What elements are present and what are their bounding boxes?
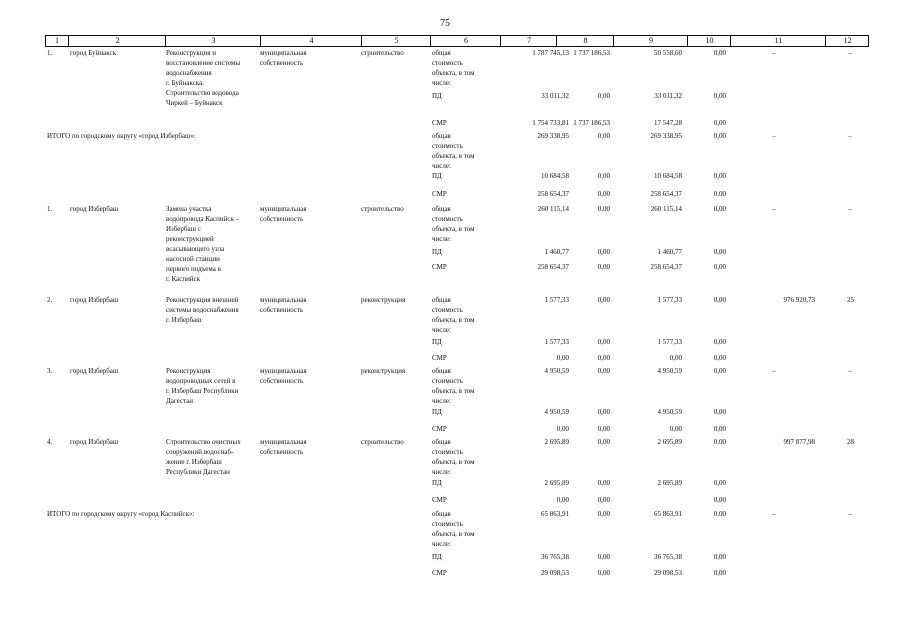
ownership: муниципальная собственность: [260, 49, 307, 67]
column-header-2: 2: [68, 36, 166, 46]
value-col8: 0,00: [597, 132, 610, 140]
value-col9: 4 950,59: [657, 367, 682, 375]
smr-col10: 0,00: [713, 354, 726, 362]
row-number: 4.: [47, 438, 53, 446]
total-label: ИТОГО по городскому округу «город Избербаш»:: [47, 132, 196, 140]
pd-col7: 1 577,33: [544, 338, 569, 346]
cost-label: общая стоимость объекта, в том числе:: [432, 367, 475, 405]
value-col8: 0,00: [597, 367, 610, 375]
ownership: муниципальная собственность: [260, 205, 307, 223]
pd-col8: 0,00: [597, 553, 610, 561]
smr-col8: 0,00: [597, 354, 610, 362]
value-col9: 269 338,95: [650, 132, 682, 140]
smr-label: СМР: [432, 569, 447, 577]
value-col12: –: [848, 510, 852, 518]
ownership: муниципальная собственность: [260, 367, 307, 385]
value-col10: 0,00: [713, 49, 726, 57]
work-type: строительство: [361, 205, 404, 213]
smr-col8: 0,00: [597, 263, 610, 271]
pd-col10: 0,00: [713, 248, 726, 256]
pd-col7: 1 460,77: [544, 248, 569, 256]
value-col10: 0,00: [713, 205, 726, 213]
value-col7: 1 787 745,13: [532, 49, 569, 57]
row-number: 2.: [47, 296, 53, 304]
pd-col8: 0,00: [597, 248, 610, 256]
pd-label: ПД: [432, 479, 442, 487]
value-col11: –: [772, 49, 776, 57]
value-col10: 0,00: [713, 132, 726, 140]
value-col11: –: [772, 367, 776, 375]
smr-label: СМР: [432, 425, 447, 433]
pd-col9: 10 684,58: [654, 172, 682, 180]
pd-col10: 0,00: [713, 172, 726, 180]
smr-col9: 258 654,37: [650, 263, 682, 271]
pd-label: ПД: [432, 553, 442, 561]
value-col10: 0,00: [713, 510, 726, 518]
value-col7: 4 950,59: [544, 367, 569, 375]
smr-col10: 0,00: [713, 263, 726, 271]
row-number: 1.: [47, 49, 53, 57]
cost-label: общая стоимость объекта, в том числе:: [432, 296, 475, 334]
smr-col7: 258 654,37: [537, 190, 569, 198]
column-header-4: 4: [260, 36, 362, 46]
value-col8: 1 737 186,53: [573, 49, 610, 57]
smr-col10: 0,00: [713, 569, 726, 577]
pd-col7: 33 011,32: [541, 92, 569, 100]
smr-label: СМР: [432, 354, 447, 362]
city-name: город Избербаш: [70, 367, 119, 375]
pd-col10: 0,00: [713, 479, 726, 487]
smr-label: СМР: [432, 119, 447, 127]
value-col8: 0,00: [597, 510, 610, 518]
row-number: 3.: [47, 367, 53, 375]
object-name: Замена участка водопровода Каспийск – Избербаш с реконструкцией всасывающего узла насосной станции первого подъема в г. Каспийск: [166, 205, 240, 283]
object-name: Реконструкция внешней системы водоснабжения г. Избербаш: [166, 296, 239, 324]
city-name: город Избербаш: [70, 296, 119, 304]
pd-col8: 0,00: [597, 92, 610, 100]
value-col11: –: [772, 132, 776, 140]
value-col12: –: [848, 49, 852, 57]
pd-col9: 1 460,77: [657, 248, 682, 256]
smr-col9: 0,00: [669, 354, 682, 362]
column-header-10: 10: [687, 36, 731, 46]
smr-col10: 0,00: [713, 190, 726, 198]
value-col12: –: [848, 367, 852, 375]
cost-label: общая стоимость объекта, в том числе:: [432, 49, 475, 87]
page-number: 75: [440, 18, 450, 29]
smr-col7: 0,00: [556, 354, 569, 362]
value-col7: 269 338,95: [537, 132, 569, 140]
work-type: строительство: [361, 49, 404, 57]
value-col12: –: [848, 132, 852, 140]
value-col9: 2 695,89: [657, 438, 682, 446]
column-header-6: 6: [430, 36, 501, 46]
cost-label: общая стоимость объекта, в том числе:: [432, 510, 475, 548]
pd-col7: 10 684,58: [541, 172, 569, 180]
row-number: 1.: [47, 205, 53, 213]
value-col12: –: [848, 205, 852, 213]
object-name: Строительство очистных сооружений водоснаб- жение г. Избербаш Республики Дагестан: [166, 438, 241, 476]
value-col7: 1 577,33: [544, 296, 569, 304]
column-header-8: 8: [556, 36, 614, 46]
smr-col7: 258 654,37: [537, 263, 569, 271]
ownership: муниципальная собственность: [260, 296, 307, 314]
total-label: ИТОГО по городскому округу «город Каспийск»:: [47, 510, 195, 518]
pd-col8: 0,00: [597, 338, 610, 346]
column-header-3: 3: [165, 36, 261, 46]
column-header-5: 5: [361, 36, 431, 46]
smr-label: СМР: [432, 263, 447, 271]
value-col9: 50 558,60: [654, 49, 682, 57]
smr-col9: 29 098,53: [654, 569, 682, 577]
work-type: реконструкция: [361, 296, 406, 304]
pd-col10: 0,00: [713, 338, 726, 346]
smr-col9: 17 547,28: [654, 119, 682, 127]
ownership: муниципальная собственность: [260, 438, 307, 456]
pd-col8: 0,00: [597, 172, 610, 180]
column-header-7: 7: [500, 36, 557, 46]
value-col12: 28: [847, 438, 854, 446]
smr-col8: 0,00: [597, 190, 610, 198]
value-col11: 997 877,98: [783, 438, 815, 446]
smr-col8: 0,00: [597, 425, 610, 433]
smr-label: СМР: [432, 190, 447, 198]
pd-label: ПД: [432, 408, 442, 416]
value-col8: 0,00: [597, 438, 610, 446]
city-name: город Избербаш: [70, 438, 119, 446]
pd-col10: 0,00: [713, 408, 726, 416]
value-col8: 0,00: [597, 296, 610, 304]
pd-col9: 33 011,32: [654, 92, 682, 100]
pd-col7: 36 765,38: [541, 553, 569, 561]
value-col9: 65 863,91: [654, 510, 682, 518]
smr-col10: 0,00: [713, 425, 726, 433]
value-col7: 2 695,89: [544, 438, 569, 446]
smr-col9: 0,00: [669, 425, 682, 433]
smr-col10: 0,00: [713, 496, 726, 504]
pd-col10: 0,00: [713, 553, 726, 561]
pd-col8: 0,00: [597, 479, 610, 487]
city-name: город Избербаш: [70, 205, 119, 213]
pd-col7: 4 950,59: [544, 408, 569, 416]
work-type: реконструкция: [361, 367, 406, 375]
smr-label: СМР: [432, 496, 447, 504]
smr-col7: 1 754 733,81: [532, 119, 569, 127]
pd-label: ПД: [432, 172, 442, 180]
pd-col9: 1 577,33: [657, 338, 682, 346]
object-name: Реконструкция и восстановление системы водоснабжения г. Буйнакска. Строительство водовода Чиркей – Буйнакск: [166, 49, 241, 107]
value-col9: 260 115,14: [650, 205, 682, 213]
value-col10: 0,00: [713, 438, 726, 446]
pd-col9: 4 950,59: [657, 408, 682, 416]
object-name: Реконструкция водопроводных сетей в г. Избербаш Республики Дагестан: [166, 367, 239, 405]
smr-col8: 0,00: [597, 569, 610, 577]
pd-label: ПД: [432, 338, 442, 346]
value-col10: 0,00: [713, 367, 726, 375]
pd-label: ПД: [432, 92, 442, 100]
value-col7: 65 863,91: [541, 510, 569, 518]
smr-col7: 0,00: [556, 425, 569, 433]
pd-label: ПД: [432, 248, 442, 256]
value-col10: 0,00: [713, 296, 726, 304]
column-header-9: 9: [613, 36, 688, 46]
smr-col7: 0,00: [556, 496, 569, 504]
value-col12: 25: [847, 296, 854, 304]
column-header-11: 11: [730, 36, 826, 46]
cost-label: общая стоимость объекта, в том числе:: [432, 132, 475, 170]
value-col11: –: [772, 205, 776, 213]
smr-col8: 0,00: [597, 496, 610, 504]
cost-label: общая стоимость объекта, в том числе:: [432, 205, 475, 243]
pd-col9: 2 695,89: [657, 479, 682, 487]
pd-col8: 0,00: [597, 408, 610, 416]
cost-label: общая стоимость объекта, в том числе:: [432, 438, 475, 476]
work-type: строительство: [361, 438, 404, 446]
value-col11: 976 920,73: [783, 296, 815, 304]
value-col7: 260 115,14: [537, 205, 569, 213]
smr-col10: 0,00: [713, 119, 726, 127]
pd-col10: 0,00: [713, 92, 726, 100]
column-header-1: 1: [55, 36, 59, 45]
smr-col9: 258 654,37: [650, 190, 682, 198]
pd-col7: 2 695,89: [544, 479, 569, 487]
value-col8: 0,00: [597, 205, 610, 213]
pd-col9: 36 765,38: [654, 553, 682, 561]
value-col11: –: [772, 510, 776, 518]
smr-col7: 29 098,53: [541, 569, 569, 577]
value-col9: 1 577,33: [657, 296, 682, 304]
smr-col8: 1 737 186,53: [573, 119, 610, 127]
city-name: город Буйнакск: [70, 49, 116, 57]
column-header-12: 12: [825, 36, 869, 46]
table-header-row: [45, 35, 869, 47]
